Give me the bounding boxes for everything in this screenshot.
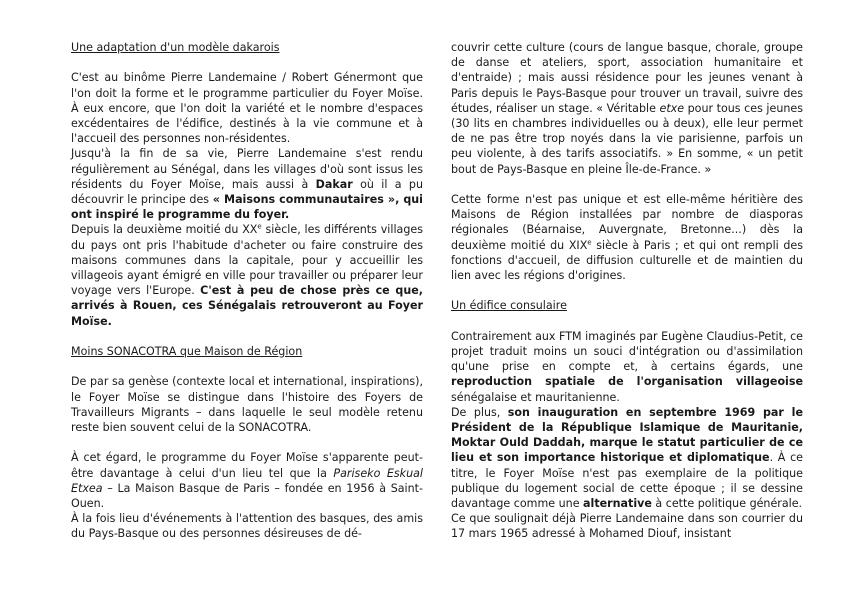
paragraph: À la fois lieu d'événements à l'attention des basques, des amis du Pays-Basque ou des personnes désireuses de dé- [71,512,423,541]
paragraph: Jusqu'à la fin de sa vie, Pierre Landemaine s'est rendu régulièrement au Sénégal, dans les villages d'où sont issus les résidents du Foyer Moïse, mais aussi à Dakar où il a pu découvrir le principe des « Maisons communautaires », qui ont inspiré le programme du foyer. [71,147,423,222]
paragraph: Contrairement aux FTM imaginés par Eugène Claudius-Petit, ce projet traduit moins un souci d'intégration ou d'assimilation qu'une prise en compte et, à certains égards, une reproduction spatiale de l'organisation villageoise sénégalaise et mauritanienne. [451,329,803,404]
paragraph: Ce que soulignait déjà Pierre Landemaine dans son courrier du 17 mars 1965 adressé à Mohamed Diouf, insistant [451,512,803,541]
right-column [451,40,803,542]
paragraph: À cet égard, le programme du Foyer Moïse s'apparente peut-être davantage à celui d'un lieu tel que la Pariseko Eskual Etxea – La Maison Basque de Paris – fondée en 1956 à Saint-Ouen. [71,451,424,511]
paragraph: C'est au binôme Pierre Landemaine / Robert Génermont que l'on doit la forme et le programme particulier du Foyer Moïse. À eux encore, que l'on doit la variété et le nombre d'espaces excédentaires de l'édifice, destinés à la vie commune et à l'accueil des personnes non-résidentes. [71,71,423,146]
section-heading-dakar-model: Une adaptation d'un modèle dakarois [71,41,280,54]
paragraph: De plus, son inauguration en septembre 1969 par le Président de la République Islamique de Mauritanie, Moktar Ould Daddah, marque le statut particulier de ce lieu et son importance historique et diplomatique. À ce titre, le Foyer Moïse n'est pas exemplaire de la politique publique du logement social de cette époque ; il se dessine davantage comme une alternative à cette politique générale. [451,405,803,511]
section-heading-sonacotra: Moins SONACOTRA que Maison de Région [71,345,303,359]
paragraph: Cette forme n'est pas unique et est elle-même héritière des Maisons de Région installées par nombre de diasporas régionales (Béarnaise, Auvergnate, Bretonne...) dès la deuxième moitié du XIXe siècle à Paris ; et qui ont rempli des fonctions d'accueil, de diffusion culturelle et de maintien du lien avec les régions d'origines. [451,193,803,283]
paragraph: Depuis la deuxième moitié du XXe siècle, les différents villages du pays ont pris l'habitude d'acheter ou faire construire des maisons communes dans la capitale, pour y accueillir les villageois ayant émigré en ville pour travailler ou préparer leur voyage vers l'Europe. C'est à peu de chose près ce que, arrivés à Rouen, ces Sénégalais retrouveront au Foyer Moïse. [71,222,423,328]
paragraph: couvrir cette culture (cours de langue basque, chorale, groupe de danse et ateliers, sport, association humanitaire et d'entraide) ; mais aussi résidence pour les jeunes venant à Paris depuis le Pays-Basque pour trouver un travail, suivre des études, réaliser un stage. « Véritable etxe pour tous ces jeunes (30 lits en chambres individuelles ou à deux), elle leur permet de ne pas être trop noyés dans la vie parisienne, parfois un peu violente, à des tarifs associatifs. » En somme, « un petit bout de Pays-Basque en pleine Île-de-France. » [451,41,803,176]
paragraph: De par sa genèse (contexte local et international, inspirations), le Foyer Moïse se distingue dans l'histoire des Foyers de Travailleurs Migrants – dans laquelle le seul modèle retenu reste bien souvent celui de la SONACOTRA. [71,375,423,435]
section-heading-consular: Un édifice consulaire [451,299,567,313]
left-column [71,40,423,542]
